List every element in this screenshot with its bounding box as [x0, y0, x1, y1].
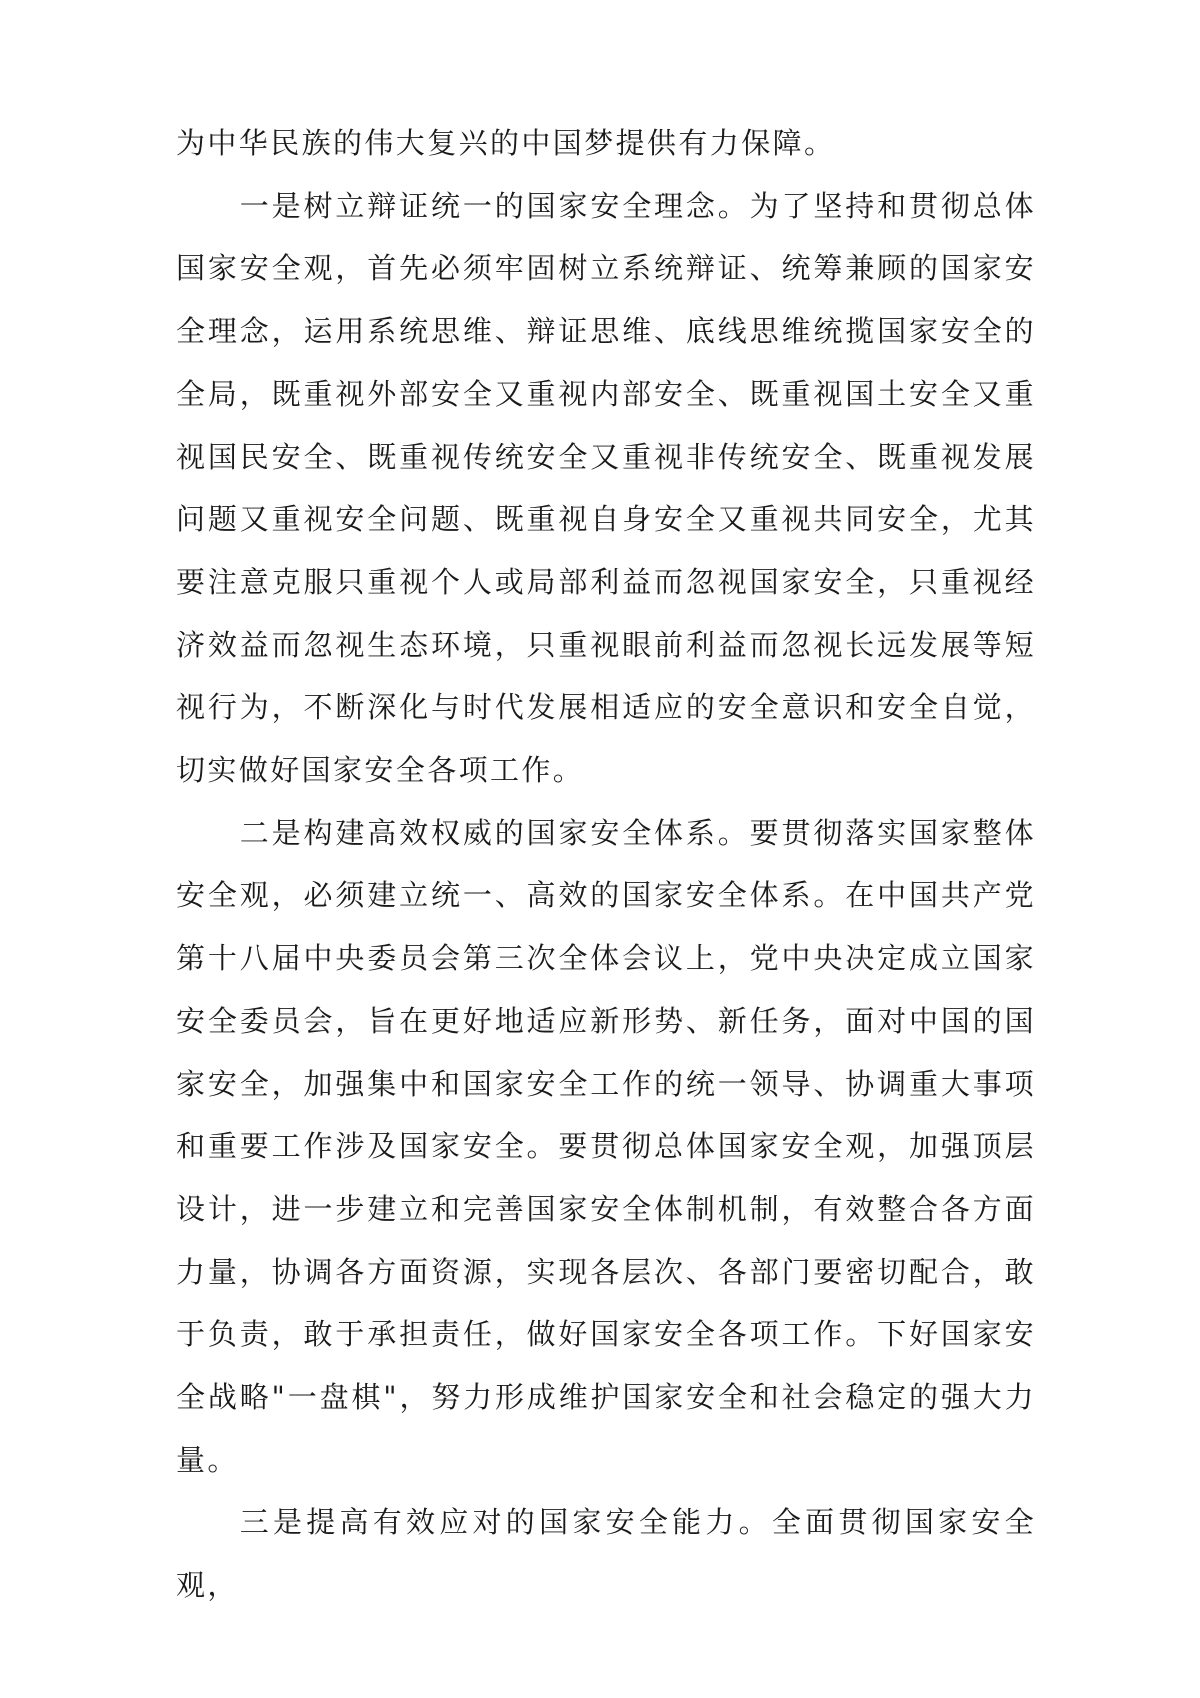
paragraph-security-concept: 一是树立辩证统一的国家安全理念。为了坚持和贯彻总体国家安全观，首先必须牢固树立系统辩证、统筹兼顾的国家安全理念，运用系统思维、辩证思维、底线思维统揽国家安全的全局，既重视外部安全又重视内部安全、既重视国土安全又重视国民安全、既重视传统安全又重视非传统安全、既重视发展问题又重视安全问题、既重视自身安全又重视共同安全，尤其要注意克服只重视个人或局部利益而忽视国家安全，只重视经济效益而忽视生态环境，只重视眼前利益而忽视长远发展等短视行为，不断深化与时代发展相适应的安全意识和安全自觉，切实做好国家安全各项工作。	[176, 188, 1036, 788]
document-body	[176, 112, 1036, 1617]
paragraph-security-system: 二是构建高效权威的国家安全体系。要贯彻落实国家整体安全观，必须建立统一、高效的国家安全体系。在中国共产党第十八届中央委员会第三次全体会议上，党中央决定成立国家安全委员会，旨在更好地适应新形势、新任务，面对中国的国家安全，加强集中和国家安全工作的统一领导、协调重大事项和重要工作涉及国家安全。要贯彻总体国家安全观，加强顶层设计，进一步建立和完善国家安全体制机制，有效整合各方面力量，协调各方面资源，实现各层次、各部门要密切配合，敢于负责，敢于承担责任，做好国家安全各项工作。下好国家安全战略"一盘棋"，努力形成维护国家安全和社会稳定的强大力量。	[176, 815, 1036, 1477]
paragraph-security-capability: 三是提高有效应对的国家安全能力。全面贯彻国家安全观，	[176, 1505, 1036, 1603]
paragraph-continuation: 为中华民族的伟大复兴的中国梦提供有力保障。	[176, 126, 836, 160]
